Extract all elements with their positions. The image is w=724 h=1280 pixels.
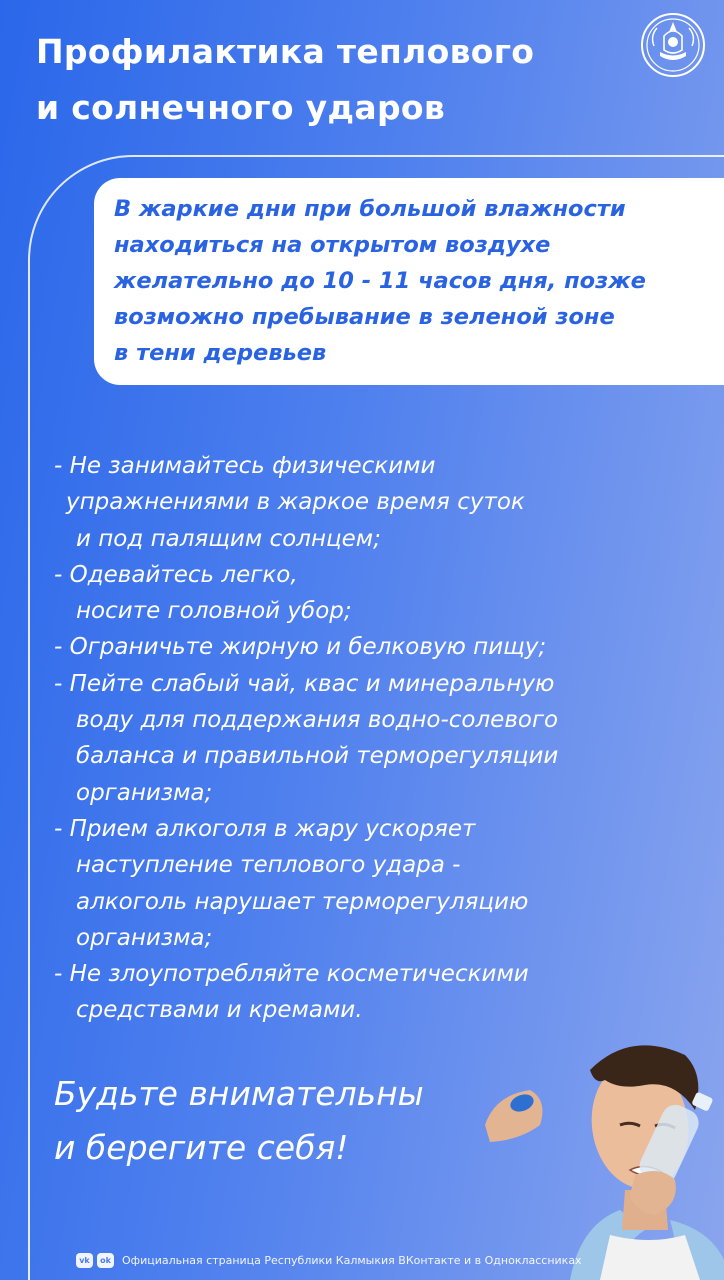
tip-line: - Прием алкоголя в жару ускоряет bbox=[54, 815, 476, 842]
tip-line: организма; bbox=[76, 779, 213, 806]
tip-line: и под палящим солнцем; bbox=[76, 525, 381, 552]
tip-line: упражнениями в жаркое время суток bbox=[66, 489, 525, 516]
tips-list bbox=[54, 448, 704, 1029]
callout-text bbox=[114, 191, 714, 371]
tip-line: алкоголь нарушает терморегуляцию bbox=[76, 888, 529, 915]
tip-line: баланса и правильной терморегуляции bbox=[76, 743, 559, 770]
tip-line: - Не занимайтесь физическими bbox=[54, 453, 436, 479]
callout-line: находиться на открытом воздухе bbox=[114, 232, 551, 258]
closing-line-1: Будьте внимательны bbox=[54, 1074, 424, 1113]
closing-line-2: и берегите себя! bbox=[54, 1128, 349, 1167]
kalmykia-emblem-icon bbox=[640, 12, 706, 78]
callout-line: В жаркие дни при большой влажности bbox=[114, 196, 626, 222]
page-title bbox=[36, 24, 636, 136]
callout-line: возможно пребывание в зеленой зоне bbox=[114, 304, 615, 330]
title-line-1: Профилактика теплового bbox=[36, 32, 535, 71]
vk-icon[interactable]: vk bbox=[76, 1253, 93, 1268]
odnoklassniki-icon[interactable]: ok bbox=[97, 1253, 114, 1268]
tip-line: наступление теплового удара - bbox=[76, 852, 461, 879]
man-with-water-bottle-photo bbox=[470, 1030, 724, 1280]
title-line-2: и солнечного ударов bbox=[36, 88, 446, 127]
tip-line: - Ограничьте жирную и белковую пищу; bbox=[54, 634, 547, 661]
tip-line: средствами и кремами. bbox=[76, 997, 363, 1024]
closing-message bbox=[54, 1067, 514, 1175]
tip-line: носите головной убор; bbox=[76, 598, 352, 625]
tip-line: организма; bbox=[76, 924, 213, 951]
tip-line: воду для поддержания водно-солевого bbox=[76, 707, 559, 734]
footer-text: Официальная страница Республики Калмыкия ВКонтакте и в Одноклассниках bbox=[122, 1253, 582, 1267]
callout-line: в тени деревьев bbox=[114, 340, 327, 366]
tip-line: - Не злоупотребляйте косметическими bbox=[54, 961, 529, 988]
tip-line: - Пейте слабый чай, квас и минеральную bbox=[54, 670, 555, 697]
footer bbox=[76, 1252, 582, 1268]
callout-line: желательно до 10 - 11 часов дня, позже bbox=[114, 268, 646, 294]
tip-line: - Одевайтесь легко, bbox=[54, 561, 298, 588]
